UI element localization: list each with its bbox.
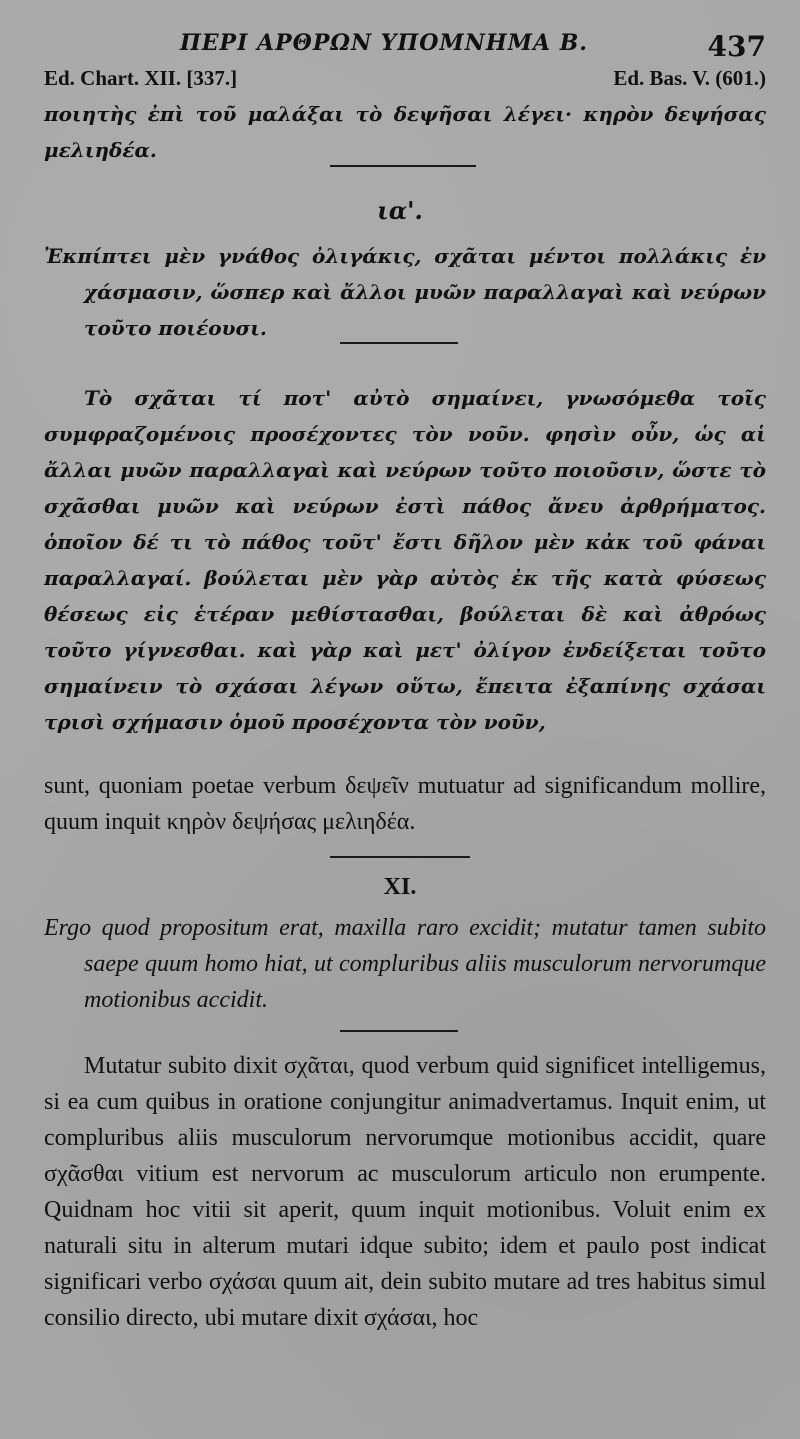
edition-basel: Ed. Bas. V. (601.) bbox=[613, 66, 766, 90]
divider-rule bbox=[330, 165, 476, 167]
page-number: 437 bbox=[707, 30, 766, 63]
divider-rule bbox=[340, 1030, 458, 1032]
latin-commentary: Mutatur subito dixit σχᾶται, quod verbum quid significet intelligemus, si ea cum quibus in oratione conjungitur animadvertamus. Inquit enim, ut compluribus aliis musculorum nervorumque motionibus accidit, quare σχᾶσθαι vitium est nervorum ac musculorum articulo non erumpente. Quidnam hoc vitii sit aperit, quum inquit motionibus. Voluit enim ex naturali situ in alterum mutari idque subito; idem et paulo post indicat significari verbo σχάσαι quum ait, dein subito mutare ad tres habitus simul consilio directo, ubi mutare dixit σχάσαι, hoc bbox=[44, 1053, 766, 1331]
page-header bbox=[0, 24, 800, 64]
greek-lemma: Ἐκπίπτει μὲν γνάθος ὀλιγάκις, σχᾶται μέντοι πολλάκις ἐν χάσμασιν, ὥσπερ καὶ ἄλλοι μυῶν παραλλαγαὶ καὶ νεύρων τοῦτο ποιέουσι. bbox=[44, 244, 766, 340]
edition-chartier: Ed. Chart. XII. [337.] bbox=[44, 66, 238, 90]
running-title: ΠΕΡΙ ΑΡΘΡΩΝ ΥΠΟΜΝΗΜΑ Β. bbox=[180, 30, 588, 56]
greek-continuation: ποιητὴς ἐπὶ τοῦ μαλάξαι τὸ δεψῆσαι λέγει· κηρὸν δεψήσας μελιηδέα. bbox=[44, 102, 766, 162]
divider-rule bbox=[340, 342, 458, 344]
latin-continuation: sunt, quoniam poetae verbum δεψεῖν mutuatur ad significandum mollire, quum inquit κηρὸν δεψήσας μελιηδέα. bbox=[44, 773, 766, 835]
divider-rule bbox=[330, 856, 470, 858]
greek-section-heading: ια'. bbox=[377, 196, 423, 225]
latin-lemma: Ergo quod propositum erat, maxilla raro excidit; mutatur tamen subito saepe quum homo hiat, ut compluribus aliis musculorum nervorumque motionibus accidit. bbox=[44, 915, 766, 1013]
greek-commentary: Τὸ σχᾶται τί ποτ' αὐτὸ σημαίνει, γνωσόμεθα τοῖς συμφραζομένοις προσέχοντες τὸν νοῦν. φησὶν οὖν, ὡς αἱ ἄλλαι μυῶν παραλλαγαὶ καὶ νεύρων τοῦτο ποιοῦσιν, ὥστε τὸ σχᾶσθαι μυῶν καὶ νεύρων ἐστὶ πάθος ἄνευ ἀρθρήματος. ὁποῖον δέ τι τὸ πάθος τοῦτ' ἔστι δῆλον μὲν κἀκ τοῦ φάναι παραλλαγαί. βούλεται μὲν γὰρ αὐτὸς ἐκ τῆς κατὰ φύσεως θέσεως εἰς ἑτέραν μεθίστασθαι, βούλεται δὲ καὶ ἀθρόως τοῦτο γίγνεσθαι. καὶ γὰρ καὶ μετ' ὀλίγον ἐνδείξεται τοῦτο σημαίνειν τὸ σχάσαι λέγων οὕτω, ἔπειτα ἐξαπίνης σχάσαι τρισὶ σχήμασιν ὁμοῦ προσέχοντα τὸν νοῦν, bbox=[44, 386, 766, 734]
edition-line bbox=[44, 66, 766, 96]
latin-section-heading: XI. bbox=[383, 874, 417, 900]
